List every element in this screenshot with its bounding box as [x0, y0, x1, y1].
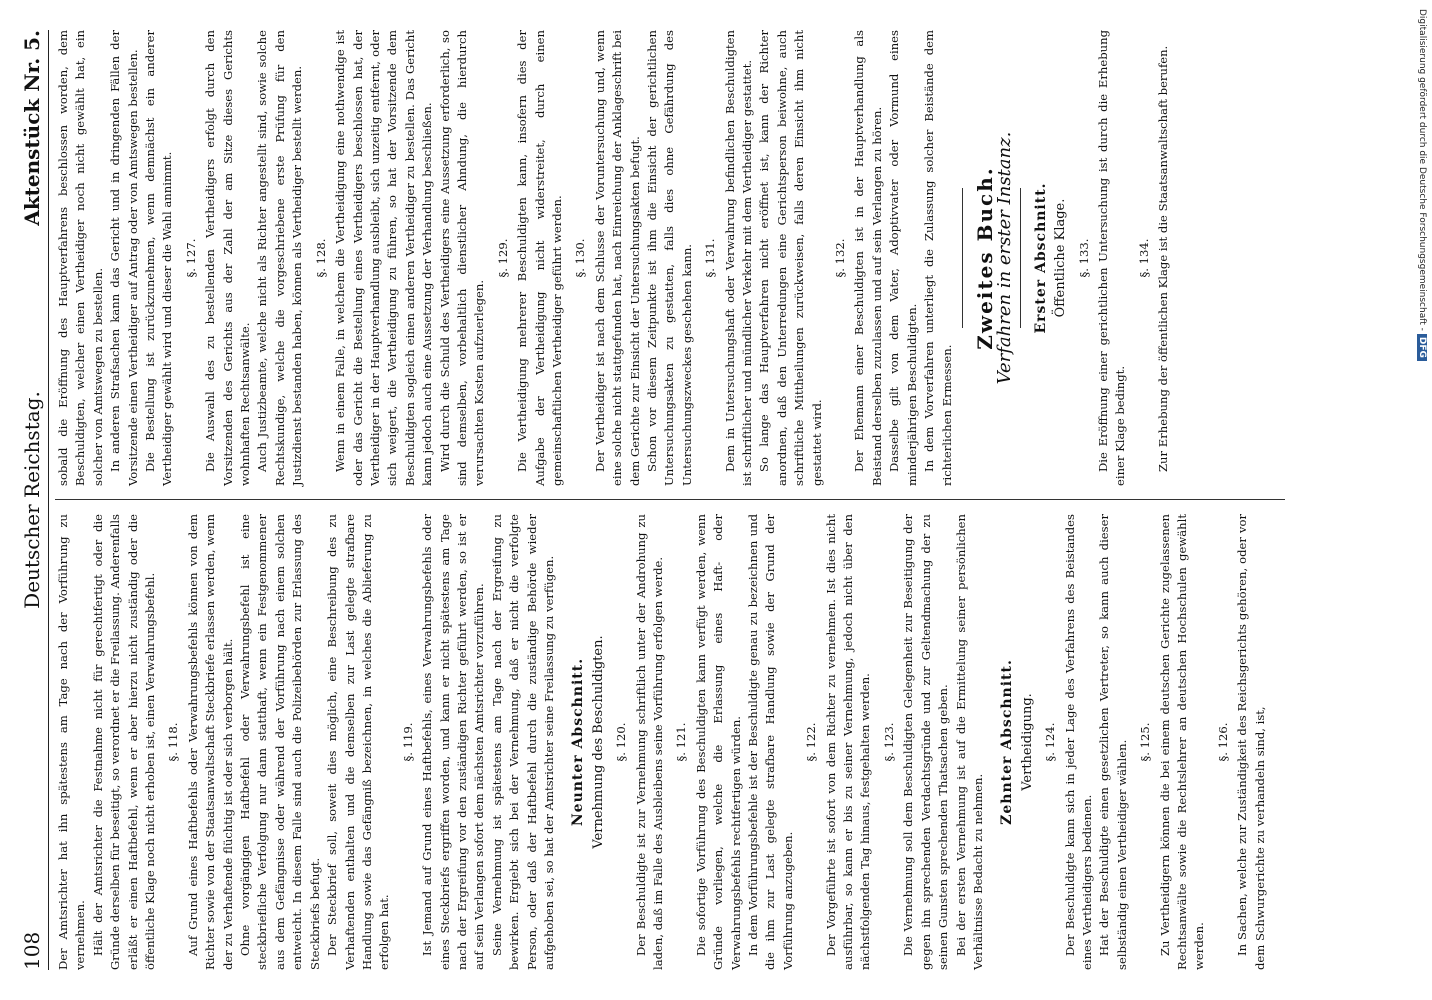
column-divider	[55, 499, 1285, 500]
paragraph-number: §. 129.	[495, 238, 510, 278]
paragraph: In anderen Strafsachen kann das Gericht und in dringenden Fällen der Vorsitzende einen Vertheidiger auf Antrag oder von Amtswegen bestellen.	[108, 30, 140, 486]
paragraph-number: §. 123.	[881, 722, 896, 762]
paragraph-number: §. 119.	[400, 722, 415, 762]
section-subheading: Vernehmung des Beschuldigten.	[590, 635, 606, 849]
book-subheading: Verfahren in erster Instanz.	[994, 131, 1016, 385]
paragraph: Hält der Amtsrichter die Festnahme nicht für gerechtfertigt oder die Gründe derselben für beseitigt, so verordnet er die Freilassung. Anderenfalls erläßt er einen Haftbefehl, wenn er aber hierzu nicht zuständig oder die öffentliche Klage noch nicht erhoben ist, einen Verwahrungsbefehl.	[90, 513, 158, 970]
paragraph: Der Vorgeführte ist sofort von dem Richter zu vernehmen. Ist dies nicht ausführbar, so kann er bis zu seiner Vernehmung, jedoch nicht über den nächstfolgenden Tag hinaus, festgehalten werden.	[823, 514, 873, 970]
paragraph-number: §. 132.	[833, 238, 848, 278]
paragraph: Ohne vorgängigen Haftbefehl oder Verwahrungsbefehl ist eine steckbriefliche Verfolgung nur dann statthaft, wenn ein Festgenommener aus dem Gefängnisse oder während der Vorführung nach einem solchen entweicht. In diesem Falle sind auch die Polizeibehörden zur Erlassung des Steckbriefs befugt.	[238, 514, 322, 970]
paragraph-number: §. 127.	[183, 238, 198, 278]
paragraph: Ist Jemand auf Grund eines Haftbefehls, eines Verwahrungsbefehls oder eines Steckbriefs ergriffen worden, und kann er nicht spätestens am Tage nach der Ergreifung vor den zuständigen Richter geführt werden, so ist er auf sein Verlangen sofort dem nächsten Amtsrichter vorzuführen.	[420, 514, 487, 970]
paragraph-number: §. 128.	[313, 238, 328, 278]
paragraph: Seine Vernehmung ist spätestens am Tage nach der Ergreifung zu bewirken. Ergiebt sich bei der Vernehmung, daß er nicht die verfolgte Person, oder daß der Haftbefehl durch die zuständige Behörde wieder aufgehoben sei, so hat der Amtsrichter seine Freilassung zu verfügen.	[489, 514, 556, 970]
separator-rule	[962, 188, 963, 328]
separator-rule	[1020, 188, 1021, 328]
page-header	[18, 30, 49, 970]
text-column-right	[55, 30, 1173, 486]
paragraph: Die Vernehmung soll dem Beschuldigten Gelegenheit zur Beseitigung der gegen ihn sprechenden Verdachtsgründe und zur Geltendmachung der zu seinen Gunsten sprechenden Thatsachen geben.	[901, 514, 951, 970]
section-heading: Neunter Abschnitt.	[570, 657, 587, 827]
paragraph: Auf Grund eines Haftbefehls oder Verwahrungsbefehls können von dem Richter sowie von der Staatsanwaltschaft Steckbriefe erlassen werden, wenn der zu Verhaftende flüchtig ist oder sich verborgen hält.	[185, 514, 235, 970]
paragraph: Der Beschuldigte ist zur Vernehmung schriftlich unter der Androhung zu laden, daß im Falle des Ausbleibens seine Vorführung erfolgen werde.	[633, 514, 665, 970]
paragraph: sobald die Eröffnung des Hauptverfahrens beschlossen worden, dem Beschuldigten, welcher einen Vertheidiger noch nicht gewählt hat, ein solcher von Amtswegen zu bestellen.	[56, 30, 105, 486]
paragraph-number: §. 131.	[703, 238, 718, 278]
paragraph: Die Vertheidigung mehrerer Beschuldigten kann, insofern dies der Aufgabe der Vertheidigung nicht widerstreitet, durch einen gemeinschaftlichen Vertheidiger geführt werden.	[515, 30, 564, 486]
paragraph-number: §. 118.	[166, 722, 181, 762]
paragraph: Der Beschuldigte kann sich in jeder Lage des Verfahrens des Beistandes eines Vertheidigers bedienen.	[1062, 514, 1094, 970]
paragraph: Zur Erhebung der öffentlichen Klage ist die Staatsanwaltschaft berufen.	[1156, 45, 1171, 472]
paragraph: Dem in Untersuchungshaft oder Verwahrung befindlichen Beschuldigten ist schriftlicher und mündlicher Verkehr mit dem Vertheidiger gestattet.	[722, 30, 755, 486]
paragraph: In dem Vorverfahren unterliegt die Zulassung solcher Beistände dem richterlichen Ermessen.	[922, 30, 954, 486]
paragraph-number: §. 121.	[674, 722, 689, 762]
paragraph: In dem Vorführungsbefehle ist der Beschuldigte genau zu bezeichnen und die ihm zur Last gelegte strafbare Handlung sowie der Grund der Vorführung anzugeben.	[746, 514, 795, 970]
paragraph-number: §. 125.	[1138, 722, 1153, 762]
paragraph: Bei der ersten Vernehmung ist auf die Ermittelung seiner persönlichen Verhältnisse Bedacht zu nehmen.	[953, 514, 985, 970]
page-title: Deutscher Reichstag.	[20, 391, 44, 609]
paragraph: In Sachen, welche zur Zuständigkeit des Reichsgerichts gehören, oder vor dem Schwurgerichte zu verhandeln sind, ist,	[1235, 514, 1267, 970]
section-heading: Erster Abschnitt.	[1032, 182, 1049, 334]
paragraph: Hat der Beschuldigte einen gesetzlichen Vertreter, so kann auch dieser selbständig einen Vertheidiger wählen.	[1097, 514, 1129, 970]
dfg-logo: DFG	[1417, 334, 1427, 361]
paragraph-number: §. 122.	[804, 722, 819, 762]
paragraph: Die Eröffnung einer gerichtlichen Untersuchung ist durch die Erhebung einer Klage bedingt.	[1095, 30, 1128, 486]
paragraph-number: §. 130.	[573, 238, 588, 278]
page-number: 108	[20, 931, 44, 970]
text-column-left	[55, 514, 1269, 970]
paragraph-number: §. 124.	[1043, 722, 1058, 762]
paragraph: Die Bestellung ist zurückzunehmen, wenn demnächst ein anderer Vertheidiger gewählt wird und dieser die Wahl annimmt.	[143, 30, 175, 486]
paragraph: Der Amtsrichter hat ihn spätestens am Tage nach der Vorführung zu vernehmen.	[56, 514, 88, 970]
paragraph-number: §. 134.	[1136, 238, 1151, 278]
paragraph-number: §. 133.	[1076, 238, 1091, 278]
paragraph-number: §. 120.	[614, 722, 629, 762]
paragraph: Die Auswahl des zu bestellenden Vertheidigers erfolgt durch den Vorsitzenden des Gerichts aus der Zahl der am Sitze dieses Gerichts wohnhaften Rechtsanwälte.	[203, 30, 253, 486]
paragraph: Wird durch die Schuld des Vertheidigers eine Aussetzung erforderlich, so sind demselben, vorbehaltlich dienstlicher Ahndung, die hierdurch verursachten Kosten aufzuerlegen.	[437, 30, 487, 486]
paragraph: Der Steckbrief soll, soweit dies möglich, eine Beschreibung des zu Verhaftenden enthalten und die demselben zur Last gelegte strafbare Handlung sowie das Gefängniß bezeichnen, in welches die Ablieferung zu erfolgen hat.	[325, 514, 392, 970]
paragraph: Wenn in einem Falle, in welchem die Vertheidigung eine nothwendige ist oder das Gericht die Bestellung eines Vertheidigers beschlossen hat, der Vertheidiger in der Hauptverhandlung ausbleibt, sich unzeitig entfernt, oder sich weigert, die Vertheidigung zu führen, so hat der Vorsitzende dem Beschuldigten sogleich einen anderen Vertheidiger zu bestellen. Das Gericht kann jedoch auch eine Aussetzung der Verhandlung beschließen.	[333, 30, 435, 486]
credit-text: Digitalisierung gefördert durch die Deutsche Forschungsgemeinschaft -	[1417, 9, 1427, 331]
section-heading: Zehnter Abschnitt.	[999, 659, 1016, 825]
paragraph: Der Vertheidiger ist nach dem Schlusse der Voruntersuchung und, wenn eine solche nicht stattgefunden hat, nach Einreichung der Anklageschrift bei dem Gerichte zur Einsicht der Untersuchungsakten befugt.	[592, 30, 642, 486]
paragraph: Schon vor diesem Zeitpunkte ist ihm die Einsicht der gerichtlichen Untersuchungsakten zu gestatten, falls dies ohne Gefährdung des Untersuchungszweckes geschehen kann.	[645, 30, 694, 486]
book-heading: Zweites Buch.	[972, 166, 997, 350]
section-subheading: Öffentliche Klage.	[1053, 198, 1069, 318]
document-number: Aktenstück Nr. 5.	[20, 30, 44, 226]
paragraph: Zu Vertheidigern können die bei einem deutschen Gerichte zugelassenen Rechtsanwälte sowie die Rechtslehrer an deutschen Hochschulen gewählt werden.	[1157, 514, 1207, 970]
paragraph: Auch Justizbeamte, welche nicht als Richter angestellt sind, sowie solche Rechtskundige, welche die vorgeschriebene erste Prüfung für den Justizdienst bestanden haben, können als Vertheidiger bestellt werden.	[255, 30, 305, 486]
section-subheading: Vertheidigung.	[1019, 693, 1035, 791]
paragraph: So lange das Hauptverfahren nicht eröffnet ist, kann der Richter anordnen, daß den Unterredungen eine Gerichtsperson beiwohne, auch schriftliche Mittheilungen zurückweisen, falls deren Einsicht ihm nicht gestattet wird.	[757, 30, 824, 486]
paragraph: Der Ehemann einer Beschuldigten ist in der Hauptverhandlung als Beistand derselben zuzulassen und auf sein Verlangen zu hören.	[852, 30, 884, 486]
digitization-credit	[1412, 4, 1432, 604]
paragraph: Dasselbe gilt von dem Vater, Adoptivvater oder Vormund eines minderjährigen Beschuldigten.	[887, 30, 919, 486]
paragraph: Die sofortige Vorführung des Beschuldigten kann verfügt werden, wenn Gründe vorliegen, welche die Erlassung eines Haft- oder Verwahrungsbefehls rechtfertigen würden.	[693, 514, 743, 970]
paragraph-number: §. 126.	[1215, 722, 1230, 762]
